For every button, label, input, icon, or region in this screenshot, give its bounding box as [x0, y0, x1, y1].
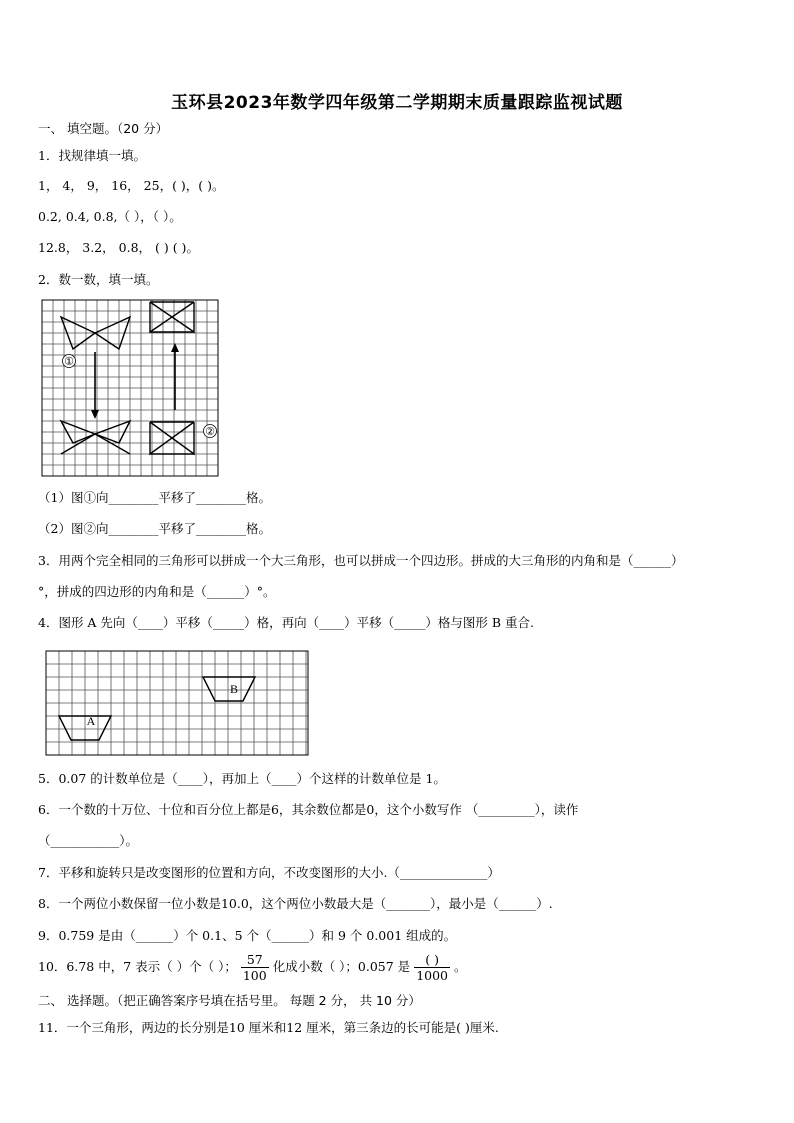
section-2-heading: 二、 选择题。（把正确答案序号填在括号里。 每题 2 分， 共 10 分） — [38, 993, 421, 1008]
question-8-text: 8．一个两位小数保留一位小数是10.0，这个两位小数最大是（_______），最小是（______）. — [38, 896, 553, 911]
figure-label-2: ② — [205, 426, 215, 438]
question-5-text: 5．0.07 的计数单位是（____），再加上（____）个这样的计数单位是 1。 — [38, 771, 446, 786]
question-10-line — [38, 952, 467, 983]
question-1-row-3: 12.8， 3.2， 0.8， ( ) ( )。 — [38, 240, 199, 255]
question-7-text: 7．平移和旋转只是改变图形的位置和方向，不改变图形的大小.（______________） — [38, 865, 500, 880]
section-1-heading: 一、 填空题。（20 分） — [38, 121, 169, 136]
fraction-numerator: ( ) — [414, 952, 450, 968]
arrow-up-icon — [171, 343, 179, 410]
question-1-text: 1．找规律填一填。 — [38, 148, 146, 163]
question-4-grid-figure — [44, 649, 310, 757]
fraction-57-over-100 — [241, 952, 269, 983]
question-3-line-2: °，拼成的四边形的内角和是（______）°。 — [38, 584, 276, 599]
question-10-part-3: 。 — [454, 959, 467, 974]
question-10-part-1: 10．6.78 中，7 表示（ ）个（ ）； — [38, 959, 237, 974]
page-title: 玉环县2023年数学四年级第二学期期末质量跟踪监视试题 — [171, 93, 623, 113]
question-2-sub-2: （2）图②向________平移了________格。 — [38, 521, 271, 536]
figure-label-1: ① — [64, 356, 74, 368]
question-3-line-1: 3．用两个完全相同的三角形可以拼成一个大三角形，也可以拼成一个四边形。拼成的大三角形的内角和是（______） — [38, 553, 684, 568]
fraction-denominator: 100 — [242, 968, 267, 983]
question-1-row-1: 1， 4， 9， 16， 25，( )，( )。 — [38, 178, 225, 193]
bowtie-shape-top — [150, 302, 194, 332]
question-10-part-2: 化成小数（ ）；0.057 是 — [272, 959, 411, 974]
question-6-line-2: （___________）。 — [38, 833, 139, 848]
question-2-grid-figure — [40, 298, 222, 478]
arrow-down-icon — [91, 352, 99, 419]
bowtie-shape-bottom — [150, 422, 194, 454]
question-9-text: 9．0.759 是由（______）个 0.1、5 个（______）和 9 个 0.001 组成的。 — [38, 928, 457, 943]
shape-a-label: A — [86, 714, 96, 728]
question-2-sub-1: （1）图①向________平移了________格。 — [38, 490, 271, 505]
butterfly-shape-bottom — [61, 421, 130, 454]
fraction-numerator: 57 — [241, 952, 269, 968]
question-1-row-2: 0.2, 0.4, 0.8,（ ），（ ）。 — [38, 209, 182, 224]
question-4-text: 4．图形 A 先向（____）平移（_____）格，再向（____）平移（_____）格与图形 B 重合. — [38, 615, 535, 630]
fraction-blank-over-1000 — [414, 952, 450, 983]
shape-b-label: B — [229, 682, 239, 696]
question-2-text: 2．数一数，填一填。 — [38, 272, 159, 287]
fraction-denominator: 1000 — [416, 968, 448, 983]
question-11-text: 11．一个三角形，两边的长分别是10 厘米和12 厘米，第三条边的长可能是( )厘米. — [38, 1020, 499, 1035]
question-6-line-1: 6．一个数的十万位、十位和百分位上都是6，其余数位都是0，这个小数写作 （_________），读作 — [38, 802, 579, 817]
